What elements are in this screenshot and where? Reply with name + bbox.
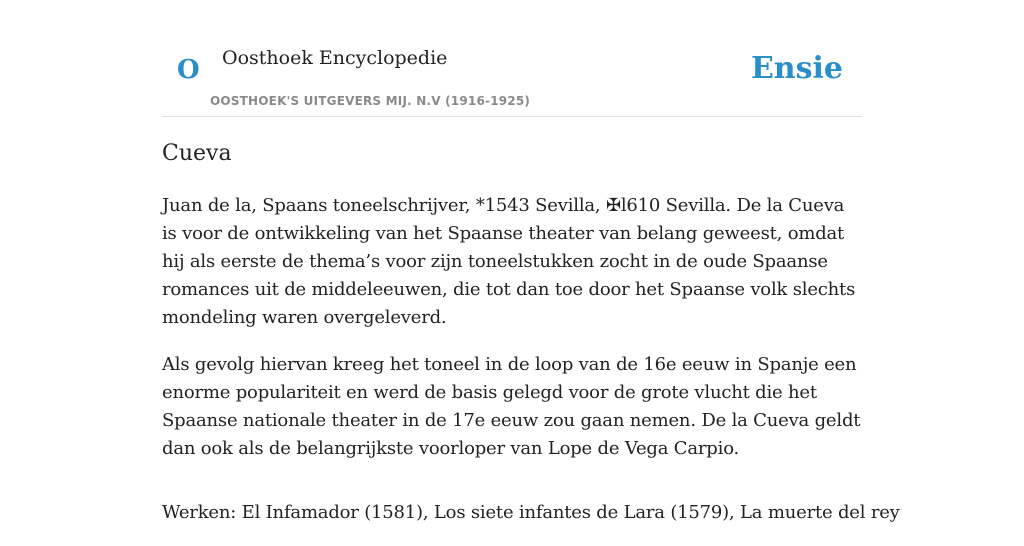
book-title[interactable]: Oosthoek Encyclopedie: [222, 47, 448, 69]
header: [162, 0, 862, 117]
entry-title: Cueva: [162, 141, 232, 166]
entry-body: [162, 192, 900, 546]
book-logo[interactable]: O: [177, 55, 200, 85]
site-logo-link[interactable]: Ensie: [750, 51, 843, 86]
entry-paragraph: Als gevolg hiervan kreeg het toneel in de loop van de 16e eeuw in Spanje een enorme populariteit en werd de basis gelegd voor de grote vlucht die het Spaanse nationale theater in de 17e eeuw zou gaan nemen. De la Cueva geldt dan ook als de belangrijkste voorloper van Lope de Vega Carpio.: [162, 354, 861, 459]
publisher-label: OOSTHOEK'S UITGEVERS MIJ. N.V (1916-1925): [210, 94, 531, 108]
works-paragraph: Werken: El Infamador (1581), Los siete infantes de Lara (1579), La muerte del rey: [162, 502, 900, 523]
entry-paragraph: Juan de la, Spaans toneelschrijver, *1543 Sevilla, ✠l610 Sevilla. De la Cueva is voor de ontwikkeling van het Spaanse theater van belang geweest, omdat hij als eerste de thema’s voor zijn toneelstukken zocht in de oude Spaanse romances uit de middeleeuwen, die tot dan toe door het Spaanse volk slechts mondeling waren overgeleverd.: [162, 195, 856, 328]
